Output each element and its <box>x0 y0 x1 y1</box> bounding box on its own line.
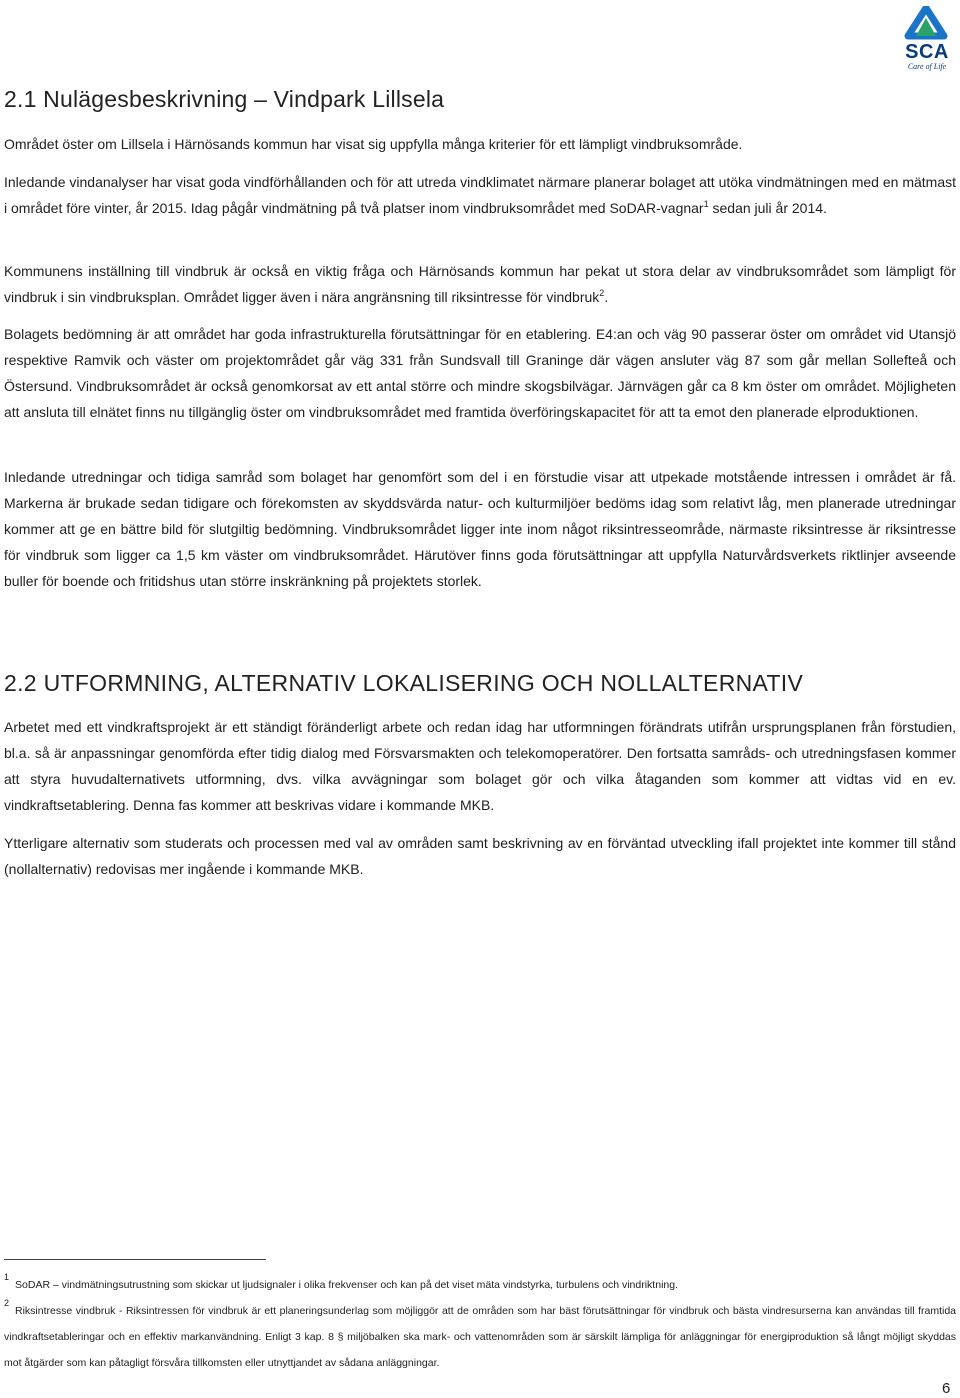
footnote-2 <box>4 1298 956 1376</box>
sca-logo <box>898 6 954 72</box>
logo-brand: SCA <box>905 41 949 63</box>
footnote-separator <box>4 1259 266 1260</box>
paragraph-1: Området öster om Lillsela i Härnösands kommun har visat sig uppfylla många kriterier för ett lämpligt vindbruksområde. <box>4 136 743 152</box>
footnote-1-mark: 1 <box>4 1272 10 1282</box>
paragraph-5: Inledande utredningar och tidiga samråd som bolaget har genomfört som del i en förstudie visar att utpekade motstående intressen i området är få. Markerna är brukade sedan tidigare och förekomsten av skyddsvärda natur- och kulturmiljöer bedöms idag som relativt låg, men planerade utredningar kommer att ge en bättre bild för slutgiltig bedömning. Vindbruksområdet ligger inte inom något riksintresseområde, närmaste riksintresse är riksintresse för vindbruk som ligger ca 1,5 km väster om vindbruksområdet. Härutöver finns goda förutsättningar att uppfylla Naturvårdsverkets riktlinjer avseende buller för boende och fritidshus utan större inskränkning på projektets storlek. <box>4 469 956 589</box>
paragraph-6: Arbetet med ett vindkraftsprojekt är ett ständigt föränderligt arbete och redan idag har utformningen förändrats utifrån ursprungsplanen från förstudien, bl.a. så är anpassningar genomförda efter tidig dialog med Försvarsmakten och telekomoperatörer. Den fortsatta samråds- och utredningsfasen kommer att styra huvudalternativets utformning, dvs. vilka avvägningar som bolaget gör och vilka åtaganden som kommer att vidtas vid en ev. vindkraftsetablering. Denna fas kommer att beskrivas vidare i kommande MKB. <box>4 719 956 813</box>
paragraph-3-text: Kommunens inställning till vindbruk är också en viktig fråga och Härnösands kommun har pekat ut stora delar av vindbruksområdet som lämpligt för vindbruk i sin vindbruksplan. Området ligger även i nära angränsning till riksintresse för vindbruk <box>4 263 956 305</box>
footnote-ref-2[interactable]: 2 <box>599 288 605 298</box>
footnote-2-text: Riksintresse vindbruk - Riksintressen för vindbruk är ett planeringsunderlag som möjliggör att de områden som har bäst förutsättningar för vindbruk och bästa vindresurserna kan användas till framtida vindkraftsetableringar och en effektiv markanvändning. Enligt 3 kap. 8 § miljöbalken ska mark- och vattenområden som är särskilt lämpliga för anläggningar för energiproduktion så långt möjligt skyddas mot åtgärder som kan påtagligt försvåra tillkomsten eller utnyttjandet av sådana anläggningar. <box>4 1305 956 1369</box>
paragraph-2-end: sedan juli år 2014. <box>708 200 827 216</box>
footnote-1-text: SoDAR – vindmätningsutrustning som skickar ut ljudsignaler i olika frekvenser och kan på det viset mäta vindstyrka, turbulens och vindriktning. <box>15 1279 678 1291</box>
sca-logo-mark-icon <box>898 6 954 44</box>
footnote-1 <box>4 1272 956 1298</box>
footnote-2-mark: 2 <box>4 1298 10 1308</box>
paragraph-3-end: . <box>604 289 609 305</box>
logo-tagline: Care of Life <box>907 62 947 71</box>
paragraph-4: Bolagets bedömning är att området har goda infrastrukturella förutsättningar för en etablering. E4:an och väg 90 passerar öster om området vid Utansjö respektive Ramvik och väster om projektområdet går väg 331 från Sundsvall till Graninge där vägen ansluter väg 87 som går mellan Sollefteå och Östersund. Vindbruksområdet är också genomkorsat av ett antal större och mindre skogsbilvägar. Järnvägen går ca 8 km öster om området. Möjligheten att ansluta till elnätet finns nu tillgänglig öster om vindbruksområdet med framtida överföringskapacitet för att ta emot den planerade elproduktionen. <box>4 326 956 420</box>
section-heading-2-1: 2.1 Nulägesbeskrivning – Vindpark Lillsela <box>4 86 445 112</box>
section-heading-2-2: 2.2 UTFORMNING, ALTERNATIV LOKALISERING OCH NOLLALTERNATIV <box>4 670 804 696</box>
page-number: 6 <box>942 1380 951 1397</box>
paragraph-2-text: Inledande vindanalyser har visat goda vindförhållanden och för att utreda vindklimatet närmare planerar bolaget att utöka vindmätningen med en mätmast i området före vinter, år 2015. Idag pågår vindmätning på två platser inom vindbruksområdet med SoDAR-vagnar <box>4 174 956 216</box>
paragraph-3 <box>4 258 956 310</box>
paragraph-7: Ytterligare alternativ som studerats och processen med val av områden samt beskrivning av en förväntad utveckling ifall projektet inte kommer till stånd (nollalternativ) redovisas mer ingående i kommande MKB. <box>4 835 956 877</box>
footnote-ref-1[interactable]: 1 <box>703 199 709 209</box>
paragraph-2 <box>4 169 956 221</box>
